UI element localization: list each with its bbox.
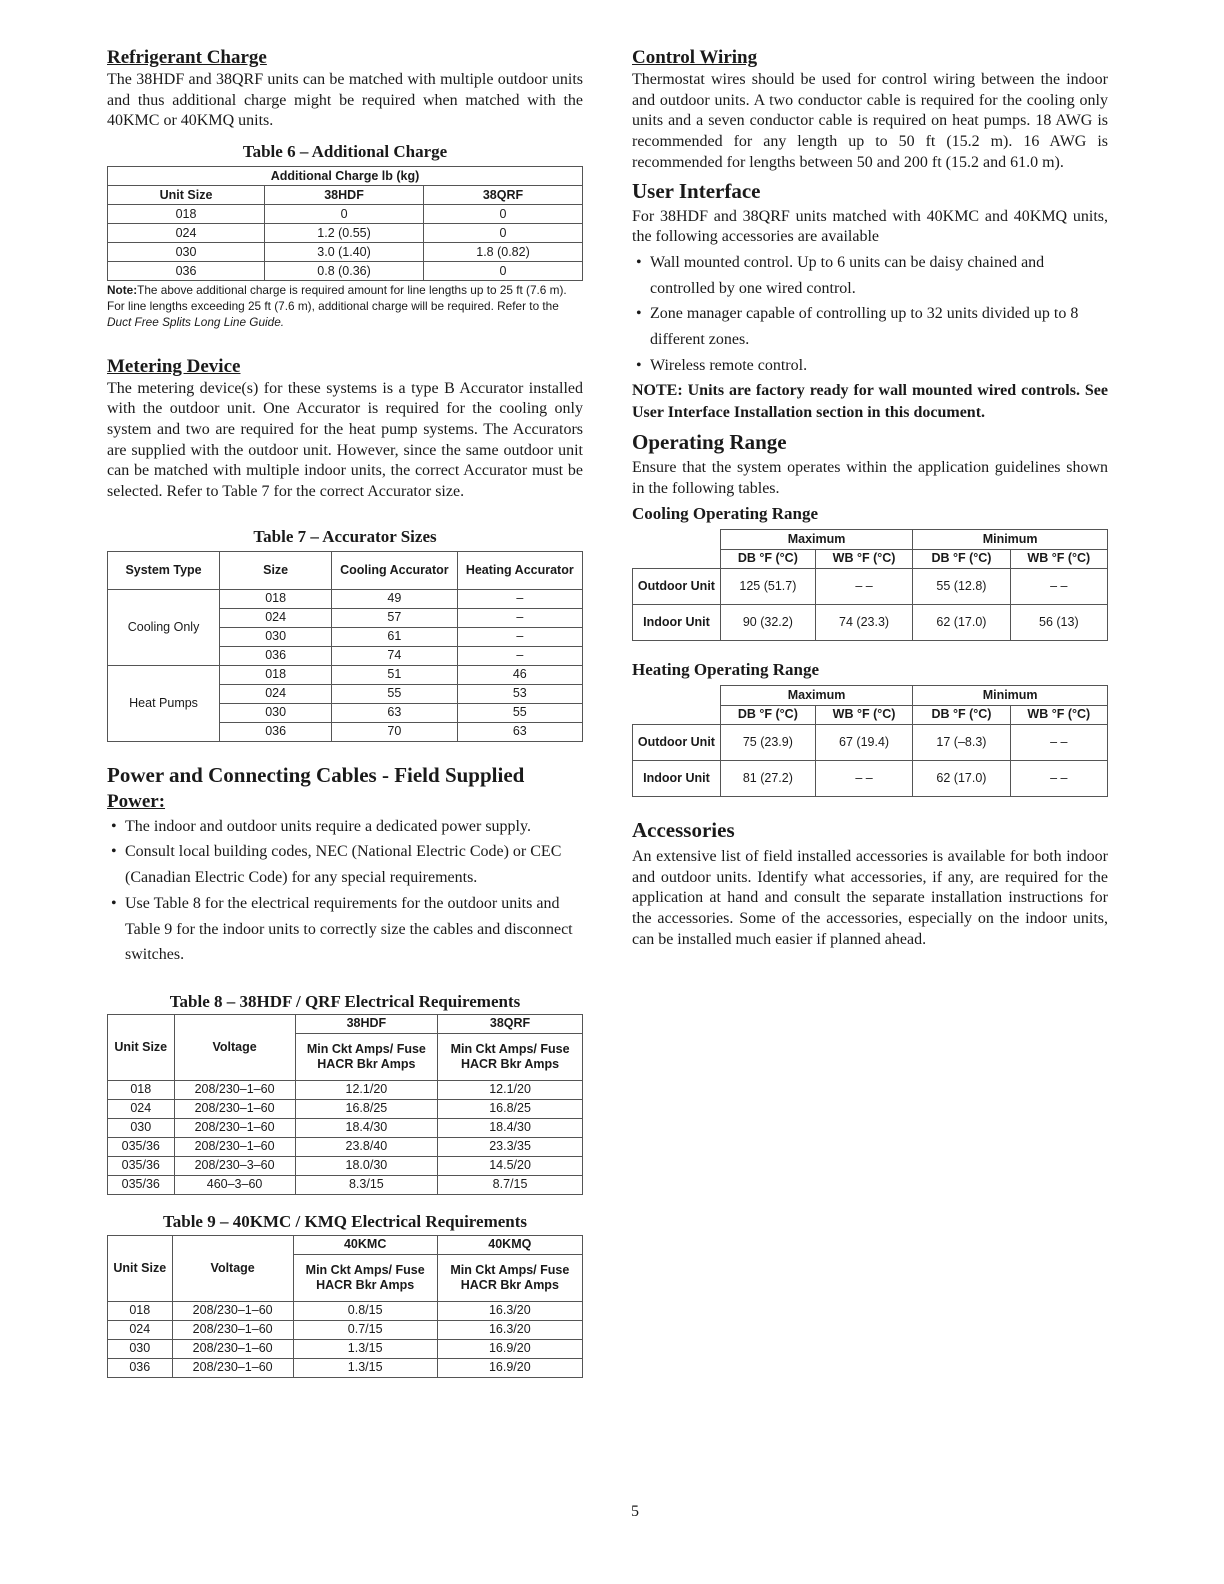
refrigerant-charge-heading: Refrigerant Charge xyxy=(107,47,267,68)
table-row xyxy=(108,1099,583,1118)
table9-electrical-requirements xyxy=(107,1235,583,1378)
table-cell: 0 xyxy=(265,205,424,224)
table-cell: 460–3–60 xyxy=(174,1175,295,1194)
table8-group-a: 38HDF xyxy=(295,1014,438,1033)
table-cell: 62 (17.0) xyxy=(913,760,1010,796)
cooling-range-title: Cooling Operating Range xyxy=(632,503,819,523)
cooling-range-table xyxy=(632,529,1108,641)
power-subheading: Power: xyxy=(107,790,166,812)
table-cell: – – xyxy=(815,760,912,796)
table-cell: 57 xyxy=(332,608,457,627)
table-cell: 208/230–3–60 xyxy=(174,1156,295,1175)
list-item: • The indoor and outdoor units require a dedicated power supply. xyxy=(107,814,583,840)
user-interface-heading: User Interface xyxy=(632,178,761,203)
list-item: • Wall mounted control. Up to 6 units can be daisy chained and controlled by one wired control. xyxy=(632,250,1108,301)
table9-col-unit: Unit Size xyxy=(108,1235,173,1301)
table-cell: 18.0/30 xyxy=(295,1156,438,1175)
table-cell: 16.8/25 xyxy=(295,1099,438,1118)
table-cell: 024 xyxy=(108,224,265,243)
table-cell: 8.3/15 xyxy=(295,1175,438,1194)
table-cell: 18.4/30 xyxy=(295,1118,438,1137)
table-cell: – xyxy=(457,627,582,646)
table-cell: 024 xyxy=(108,1320,173,1339)
table8-col-unit: Unit Size xyxy=(108,1014,175,1080)
right-column xyxy=(632,46,1108,950)
table-cell: 018 xyxy=(220,665,332,684)
table7-col-header: System Type xyxy=(108,551,220,589)
table6-additional-charge xyxy=(107,166,583,281)
table8-electrical-requirements xyxy=(107,1014,583,1195)
table9-sub-col: Min Ckt Amps/ Fuse HACR Bkr Amps xyxy=(293,1254,437,1301)
table-cell: 55 xyxy=(332,684,457,703)
table-cell: 16.8/25 xyxy=(438,1099,583,1118)
table-cell: 46 xyxy=(457,665,582,684)
table-cell: 030 xyxy=(108,243,265,262)
table-cell: 030 xyxy=(108,1118,175,1137)
table-cell: 16.9/20 xyxy=(437,1339,582,1358)
row-header-cell: Outdoor Unit xyxy=(633,568,721,604)
control-wiring-text: Thermostat wires should be used for control wiring between the indoor and outdoor units. A two conductor cable is required for the cooling only units and a seven conductor cable is required on heat pumps. 18 AWG is recommended for any length up to 50 ft (15.2 m). 16 AWG is recommended for lengths between 50 and 200 ft (15.2 and 61.0 m). xyxy=(632,71,1108,171)
table-row xyxy=(633,724,1108,760)
table9-group-b: 40KMQ xyxy=(437,1235,582,1254)
table7-col-header: Heating Accurator xyxy=(457,551,582,589)
table9-caption: Table 9 – 40KMC / KMQ Electrical Requirements xyxy=(162,1211,528,1231)
blank-cell xyxy=(633,685,721,724)
heating-range-table xyxy=(632,685,1108,797)
table-cell: 0 xyxy=(424,224,583,243)
table-row xyxy=(633,568,1108,604)
table-cell: 208/230–1–60 xyxy=(174,1118,295,1137)
table-cell: 55 xyxy=(457,703,582,722)
left-column xyxy=(107,46,583,1378)
sub-col-header: DB °F (°C) xyxy=(720,549,815,568)
list-item: • Use Table 8 for the electrical requirements for the outdoor units and Table 9 for the indoor units to correctly size the cables and disconnect switches. xyxy=(107,891,583,968)
table-cell: 74 xyxy=(332,646,457,665)
page-number: 5 xyxy=(631,1503,639,1520)
note-guide-title: Duct Free Splits Long Line Guide. xyxy=(107,314,285,329)
user-interface-text: For 38HDF and 38QRF units matched with 40KMC and 40KMQ units, the following accessories are available xyxy=(632,207,1108,246)
table-cell: 51 xyxy=(332,665,457,684)
table-cell: 17 (–8.3) xyxy=(913,724,1010,760)
table6-col-header: 38HDF xyxy=(265,186,424,205)
table-cell: 0 xyxy=(424,205,583,224)
table-cell: 0.8 (0.36) xyxy=(265,262,424,281)
table9-col-voltage: Voltage xyxy=(172,1235,293,1301)
list-item: • Wireless remote control. xyxy=(632,353,1108,379)
power-cables-heading: Power and Connecting Cables - Field Supplied xyxy=(107,762,525,787)
table-cell: 18.4/30 xyxy=(438,1118,583,1137)
table-cell: 16.9/20 xyxy=(437,1358,582,1377)
table-cell: 018 xyxy=(220,589,332,608)
table-cell: 030 xyxy=(220,627,332,646)
table-cell: – – xyxy=(815,568,912,604)
table-row xyxy=(108,243,583,262)
table-cell: 12.1/20 xyxy=(295,1080,438,1099)
table-cell: – – xyxy=(1010,568,1107,604)
table-row xyxy=(108,1137,583,1156)
table-cell: – – xyxy=(1010,760,1107,796)
table-cell: 56 (13) xyxy=(1010,604,1107,640)
table-cell: 030 xyxy=(220,703,332,722)
table8-caption: Table 8 – 38HDF / QRF Electrical Requirements xyxy=(169,991,521,1011)
table-cell: 49 xyxy=(332,589,457,608)
table-cell: 208/230–1–60 xyxy=(172,1320,293,1339)
table-cell: 036 xyxy=(108,1358,173,1377)
table7-accurator-sizes xyxy=(107,551,583,742)
table-row xyxy=(108,589,583,608)
row-header-cell: Outdoor Unit xyxy=(633,724,721,760)
table-cell: 1.8 (0.82) xyxy=(424,243,583,262)
table-row xyxy=(108,262,583,281)
table-cell: 0.8/15 xyxy=(293,1301,437,1320)
metering-device-text: The metering device(s) for these systems is a type B Accurator installed with the outdoor unit. One Accurator is required for the cooling only system and two are required for the heat pump systems. The Accurators are supplied with the outdoor unit. However, since the same outdoor unit can be matched with multiple indoor units, the correct Accurator must be selected. Refer to Table 7 for the correct Accurator size. xyxy=(107,379,583,501)
table-cell: 208/230–1–60 xyxy=(174,1080,295,1099)
table-cell: 67 (19.4) xyxy=(815,724,912,760)
table-cell: 024 xyxy=(220,684,332,703)
table-cell: 14.5/20 xyxy=(438,1156,583,1175)
table-cell: 16.3/20 xyxy=(437,1320,582,1339)
max-label: Maximum xyxy=(720,529,912,549)
min-label: Minimum xyxy=(913,529,1108,549)
table-cell: 8.7/15 xyxy=(438,1175,583,1194)
table-cell: 018 xyxy=(108,205,265,224)
table-row xyxy=(633,760,1108,796)
sub-col-header: DB °F (°C) xyxy=(720,705,815,724)
table7-col-header: Cooling Accurator xyxy=(332,551,457,589)
table-cell: 208/230–1–60 xyxy=(174,1099,295,1118)
user-interface-bullets xyxy=(632,250,1108,379)
table9-group-a: 40KMC xyxy=(293,1235,437,1254)
table6-group-header: Additional Charge lb (kg) xyxy=(108,167,583,186)
table-cell: 208/230–1–60 xyxy=(172,1301,293,1320)
table-row xyxy=(108,1320,583,1339)
system-type-cell: Cooling Only xyxy=(108,589,220,665)
note-text: The above additional charge is required amount for line lengths up to 25 ft (7.6 m). For line lengths exceeding 25 ft (7.6 m), additional charge will be required. Refer to the xyxy=(107,283,567,313)
table-cell: 035/36 xyxy=(108,1175,175,1194)
table-cell: 036 xyxy=(220,722,332,741)
table6-col-header: Unit Size xyxy=(108,186,265,205)
table-cell: 024 xyxy=(220,608,332,627)
sub-col-header: DB °F (°C) xyxy=(913,549,1010,568)
table-cell: 55 (12.8) xyxy=(913,568,1010,604)
table-cell: 90 (32.2) xyxy=(720,604,815,640)
operating-range-heading: Operating Range xyxy=(632,430,787,455)
table-cell: 62 (17.0) xyxy=(913,604,1010,640)
table-cell: 81 (27.2) xyxy=(720,760,815,796)
operating-range-text: Ensure that the system operates within the application guidelines shown in the following tables. xyxy=(632,459,1108,498)
table-cell: 125 (51.7) xyxy=(720,568,815,604)
table-row xyxy=(108,1156,583,1175)
table8-sub-col: Min Ckt Amps/ Fuse HACR Bkr Amps xyxy=(438,1033,583,1080)
table-cell: 12.1/20 xyxy=(438,1080,583,1099)
table-cell: 035/36 xyxy=(108,1137,175,1156)
table-cell: – xyxy=(457,608,582,627)
sub-col-header: WB °F (°C) xyxy=(815,549,912,568)
sub-col-header: DB °F (°C) xyxy=(913,705,1010,724)
table-cell: 208/230–1–60 xyxy=(174,1137,295,1156)
table-cell: 74 (23.3) xyxy=(815,604,912,640)
table8-sub-col: Min Ckt Amps/ Fuse HACR Bkr Amps xyxy=(295,1033,438,1080)
table-row xyxy=(108,1339,583,1358)
table-cell: 70 xyxy=(332,722,457,741)
sub-col-header: WB °F (°C) xyxy=(815,705,912,724)
table-row xyxy=(108,665,583,684)
table-row xyxy=(108,1301,583,1320)
table6-caption: Table 6 – Additional Charge xyxy=(242,142,448,162)
table6-col-header: 38QRF xyxy=(424,186,583,205)
sub-col-header: WB °F (°C) xyxy=(1010,705,1107,724)
table-cell: 61 xyxy=(332,627,457,646)
table8-group-b: 38QRF xyxy=(438,1014,583,1033)
table-cell: 208/230–1–60 xyxy=(172,1358,293,1377)
table-cell: 63 xyxy=(332,703,457,722)
table-cell: 018 xyxy=(108,1301,173,1320)
note-label: Note: xyxy=(107,283,138,298)
table-row xyxy=(108,224,583,243)
table7-col-header: Size xyxy=(220,551,332,589)
table7-caption: Table 7 – Accurator Sizes xyxy=(253,526,437,546)
table-row xyxy=(108,1080,583,1099)
table-cell: 75 (23.9) xyxy=(720,724,815,760)
table-row xyxy=(108,1358,583,1377)
max-label: Maximum xyxy=(720,685,912,705)
metering-device-heading: Metering Device xyxy=(107,355,241,377)
table-cell: 0 xyxy=(424,262,583,281)
table-cell: 53 xyxy=(457,684,582,703)
user-interface-note: NOTE: Units are factory ready for wall mounted wired controls. See User Interface Installation section in this document. xyxy=(632,382,1108,421)
blank-cell xyxy=(633,529,721,568)
table-cell: – – xyxy=(1010,724,1107,760)
table-cell: 035/36 xyxy=(108,1156,175,1175)
table-cell: 23.3/35 xyxy=(438,1137,583,1156)
power-bullets xyxy=(107,814,583,968)
table-cell: 024 xyxy=(108,1099,175,1118)
sub-col-header: WB °F (°C) xyxy=(1010,549,1107,568)
row-header-cell: Indoor Unit xyxy=(633,604,721,640)
table-cell: 16.3/20 xyxy=(437,1301,582,1320)
table-cell: 030 xyxy=(108,1339,173,1358)
list-item: • Zone manager capable of controlling up to 32 units divided up to 8 different zones. xyxy=(632,301,1108,352)
table-cell: 1.2 (0.55) xyxy=(265,224,424,243)
table-cell: 63 xyxy=(457,722,582,741)
table-cell: 0.7/15 xyxy=(293,1320,437,1339)
accessories-heading: Accessories xyxy=(632,817,735,842)
heating-range-title: Heating Operating Range xyxy=(632,659,819,679)
accessories-text: An extensive list of field installed accessories is available for both indoor and outdoor units. Identify what accessories, if any, are required for the application at hand and consult the separate installation instructions for the accessories. Some of the accessories, especially on the indoor units, can be installed much easier if planned ahead. xyxy=(632,847,1108,948)
min-label: Minimum xyxy=(913,685,1108,705)
table-cell: 018 xyxy=(108,1080,175,1099)
table-row xyxy=(108,1175,583,1194)
table8-col-voltage: Voltage xyxy=(174,1014,295,1080)
table-row xyxy=(633,604,1108,640)
list-item: • Consult local building codes, NEC (National Electric Code) or CEC (Canadian Electric Code) for any special requirements. xyxy=(107,839,583,890)
table9-sub-col: Min Ckt Amps/ Fuse HACR Bkr Amps xyxy=(437,1254,582,1301)
table-cell: 036 xyxy=(108,262,265,281)
table-cell: 036 xyxy=(220,646,332,665)
table-cell: 23.8/40 xyxy=(295,1137,438,1156)
table-cell: – xyxy=(457,646,582,665)
system-type-cell: Heat Pumps xyxy=(108,665,220,741)
table6-note xyxy=(107,283,583,330)
table-cell: 208/230–1–60 xyxy=(172,1339,293,1358)
table-cell: 3.0 (1.40) xyxy=(265,243,424,262)
table-cell: 1.3/15 xyxy=(293,1358,437,1377)
table-cell: – xyxy=(457,589,582,608)
table-cell: 1.3/15 xyxy=(293,1339,437,1358)
table-row xyxy=(108,1118,583,1137)
row-header-cell: Indoor Unit xyxy=(633,760,721,796)
control-wiring-heading: Control Wiring xyxy=(632,47,758,68)
table-row xyxy=(108,205,583,224)
refrigerant-charge-text: The 38HDF and 38QRF units can be matched with multiple outdoor units and thus additional charge might be required when matched with the 40KMC or 40KMQ units. xyxy=(107,71,583,130)
